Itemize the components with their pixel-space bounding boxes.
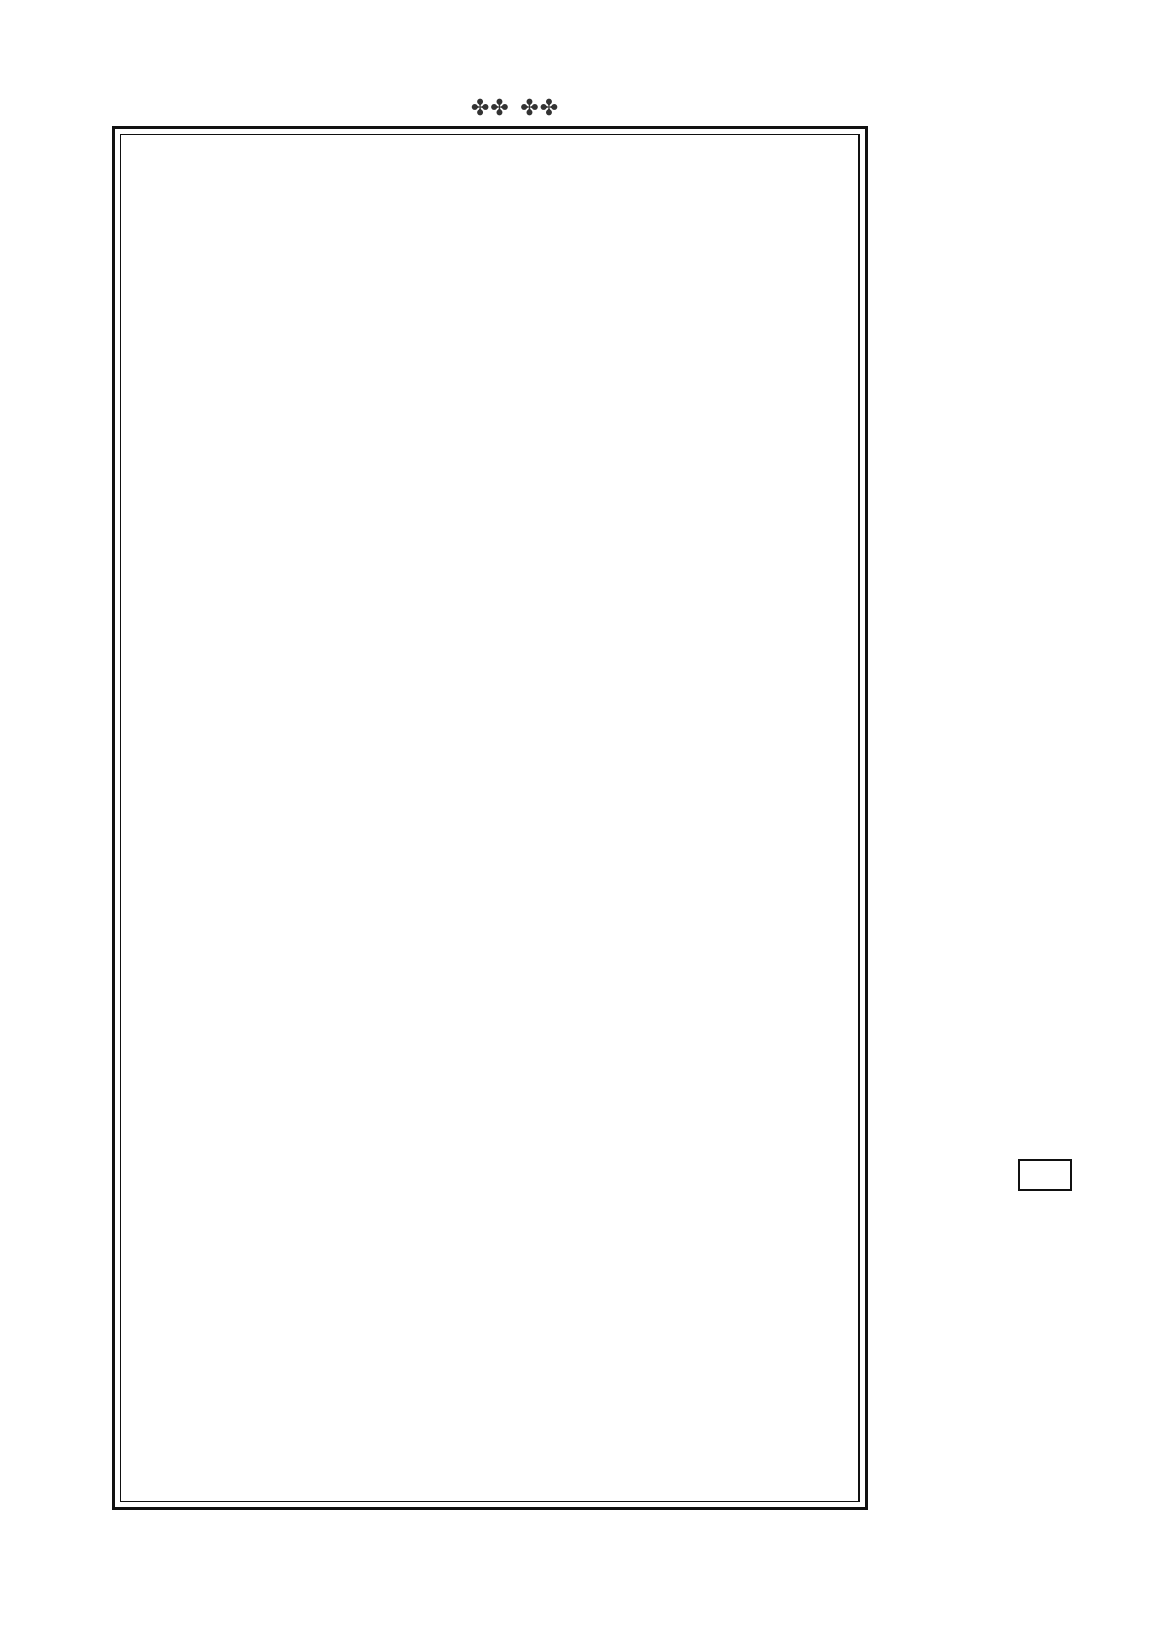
ornament-right-icon: ✤✤ [520,96,560,121]
text-line [132,150,848,208]
text-frame-inner [120,134,860,1502]
ornament-left-icon: ✤✤ [470,96,510,121]
page-number-header [430,88,600,123]
hadith-text-block [132,150,848,208]
page-box-number [1018,1159,1072,1191]
frame-side-rule [858,134,860,1502]
